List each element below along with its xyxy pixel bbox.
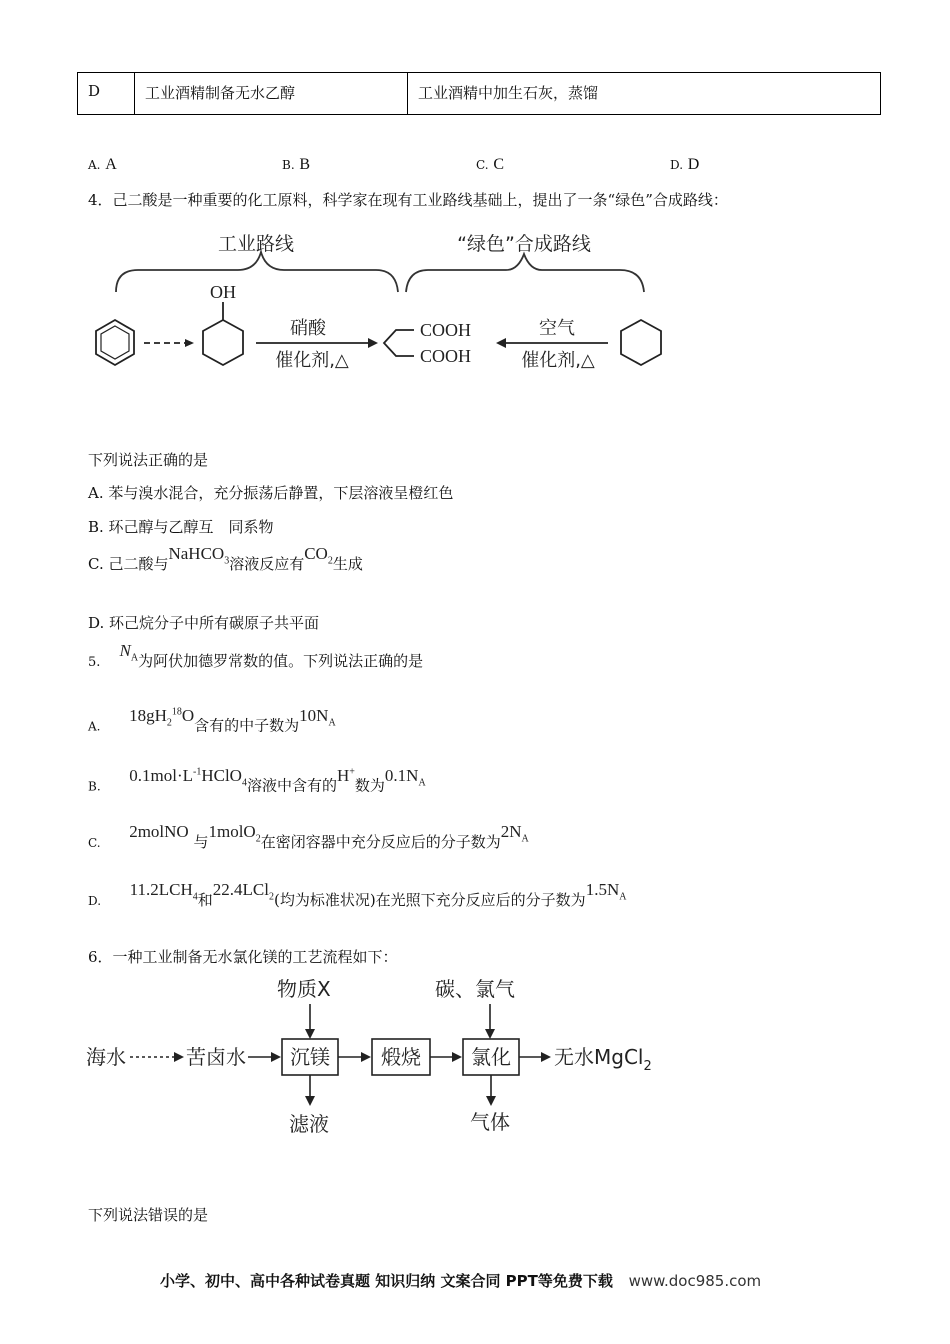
option-letter: C. [476,158,489,172]
table-row [78,73,881,115]
arrow-head [541,1052,551,1062]
o2-formula [208,822,261,845]
formula-sub: 3 [224,555,230,567]
formula-sup: -1 [193,766,202,777]
na-symbol [119,641,139,664]
option-value: A [105,156,117,173]
formula-text: NaHCO [168,544,225,563]
footer-link[interactable]: www.doc985.com [628,1272,762,1290]
nitric-acid-label: 硝酸 [290,318,326,339]
product-sub: 2 [643,1059,652,1074]
q3-option-c[interactable] [476,154,504,175]
green-route-label: “绿色”合成路线 [457,233,591,255]
formula-sub: 2 [166,717,172,729]
option-letter: A. [88,719,101,734]
answer-table [77,72,881,115]
question-text: 为阿伏加德罗常数的值。下列说法正确的是 [138,652,424,670]
option-text: 溶液中含有的 [246,776,337,795]
formula-sub: A [130,652,139,664]
arrow-head [486,1096,496,1106]
precipitation-label: 沉镁 [290,1045,330,1069]
option-text: 数为 [354,776,385,795]
q5-stem [88,641,424,678]
formula-sub: 2 [327,555,333,567]
option-text: 溶液反应有 [229,555,305,573]
formula-text: 18gH [129,705,167,725]
answer-formula [585,880,627,903]
option-text: 与 [193,833,209,851]
formula-text: 2molNO [129,822,189,841]
formula-sub: A [619,891,627,903]
option-letter: C. [88,836,101,850]
formula-sub: 2 [255,833,261,845]
option-text: 含有的中子数为 [194,716,300,735]
adipic-acid-route-diagram [86,222,678,380]
bittern-label: 苦卤水 [186,1045,246,1069]
formula-text: 0.1N [384,765,419,785]
hclo4-formula [129,765,247,789]
formula-sub: A [418,777,426,789]
reagent-x-label: 物质X [277,977,331,1001]
q6-stem: 6．一种工业制备无水氯化镁的工艺流程如下： [88,948,398,966]
filtrate-label: 滤液 [289,1112,329,1136]
formula-text: O [181,705,195,725]
table-cell-option: D [78,73,135,115]
option-letter: B. [88,779,101,794]
formula-text: 1.5N [585,880,620,899]
arrow-head [174,1052,184,1062]
footer [160,1270,761,1291]
nahco3-formula [168,544,230,567]
option-letter: A. [88,158,101,172]
formula-sup: + [349,766,355,777]
no-formula [129,822,189,841]
option-text: 在密闭容器中充分反应后的分子数为 [260,833,501,851]
formula-text: CO [304,544,328,563]
q5-option-d[interactable] [88,880,627,917]
calcination-label: 煅烧 [381,1045,421,1069]
q4-option-b[interactable]: B. 环己醇与乙醇互 同系物 [88,518,274,536]
formula-text: 2N [500,822,522,841]
q4-prompt: 下列说法正确的是 [88,451,209,469]
carbon-chlorine-label: 碳、氯气 [435,977,515,1001]
formula-sup: 18 [171,706,182,717]
mgcl2-process-flow [84,972,674,1144]
table-cell-method: 工业酒精中加生石灰，蒸馏 [408,73,881,115]
oh-label: OH [210,282,236,302]
q4-option-c[interactable] [88,544,363,581]
formula-text: 22.4LCl [212,880,269,899]
cl2-formula [212,880,274,903]
table-cell-purpose: 工业酒精制备无水乙醇 [135,73,408,115]
q5-option-c[interactable] [88,822,529,859]
q5-option-a[interactable] [88,705,336,743]
q4-option-d[interactable]: D. 环己烷分子中所有碳原子共平面 [88,614,320,632]
answer-formula [500,822,529,845]
air-label: 空气 [539,318,575,339]
q4-option-a[interactable]: A. 苯与溴水混合，充分振荡后静置，下层溶液呈橙红色 [88,484,454,502]
formula-text: HClO [201,765,242,785]
answer-formula [299,705,336,729]
water-formula [129,705,195,729]
gas-label: 气体 [470,1110,510,1134]
h-ion-formula [337,766,355,785]
formula-sub: A [328,717,336,729]
option-text: (均为标准状况)在光照下充分反应后的分子数为 [273,891,586,909]
option-letter: D. [88,894,102,908]
arrow-head [452,1052,462,1062]
formula-text: H [336,765,350,785]
arrow-head [361,1052,371,1062]
formula-sub: 2 [268,891,274,903]
chlorination-label: 氯化 [471,1045,511,1069]
arrow-head [305,1029,315,1039]
option-value: C [493,156,505,173]
formula-sub: 4 [241,777,247,789]
formula-text: 10N [299,705,329,725]
formula-sub: 4 [192,891,198,903]
answer-formula [384,765,426,789]
q6-prompt: 下列说法错误的是 [88,1206,209,1224]
arrow-head [305,1096,315,1106]
cooh-bottom-label: COOH [420,346,472,366]
option-text: 和 [197,891,213,909]
seawater-label: 海水 [86,1045,126,1069]
q3-option-b[interactable] [282,154,310,175]
ch4-formula [129,880,198,903]
cooh-top-label: COOH [420,320,472,340]
option-letter: D. [670,158,684,172]
question-number: 5. [88,655,101,670]
q3-option-d[interactable] [670,154,699,175]
formula-text: 1molO [208,822,256,841]
formula-text: N [119,641,131,660]
option-text: C. 己二酸与 [88,555,169,573]
formula-text: 0.1mol·L [129,765,193,785]
q5-option-b[interactable] [88,765,426,803]
formula-text: 11.2LCH [129,880,193,899]
co2-formula [304,544,333,567]
q3-option-a[interactable] [88,154,117,175]
formula-sub: A [521,833,529,845]
q4-stem: 4．己二酸是一种重要的化工原料，科学家在现有工业路线基础上，提出了一条“绿色”合成路线： [88,191,728,209]
industrial-route-label: 工业路线 [217,233,295,255]
option-value: D [687,156,700,173]
footer-text: 小学、初中、高中各种试卷真题 知识归纳 文案合同 PPT等免费下载 [160,1272,613,1290]
catalyst-label-2: 催化剂,△ [521,350,595,371]
arrow-head [271,1052,281,1062]
option-text: 生成 [332,555,363,573]
option-value: B [299,156,311,173]
product-label [554,1045,652,1074]
option-letter: B. [282,158,295,172]
catalyst-label: 催化剂,△ [275,350,349,371]
arrow-head [485,1029,495,1039]
product-text: 无水MgCl [554,1045,644,1069]
